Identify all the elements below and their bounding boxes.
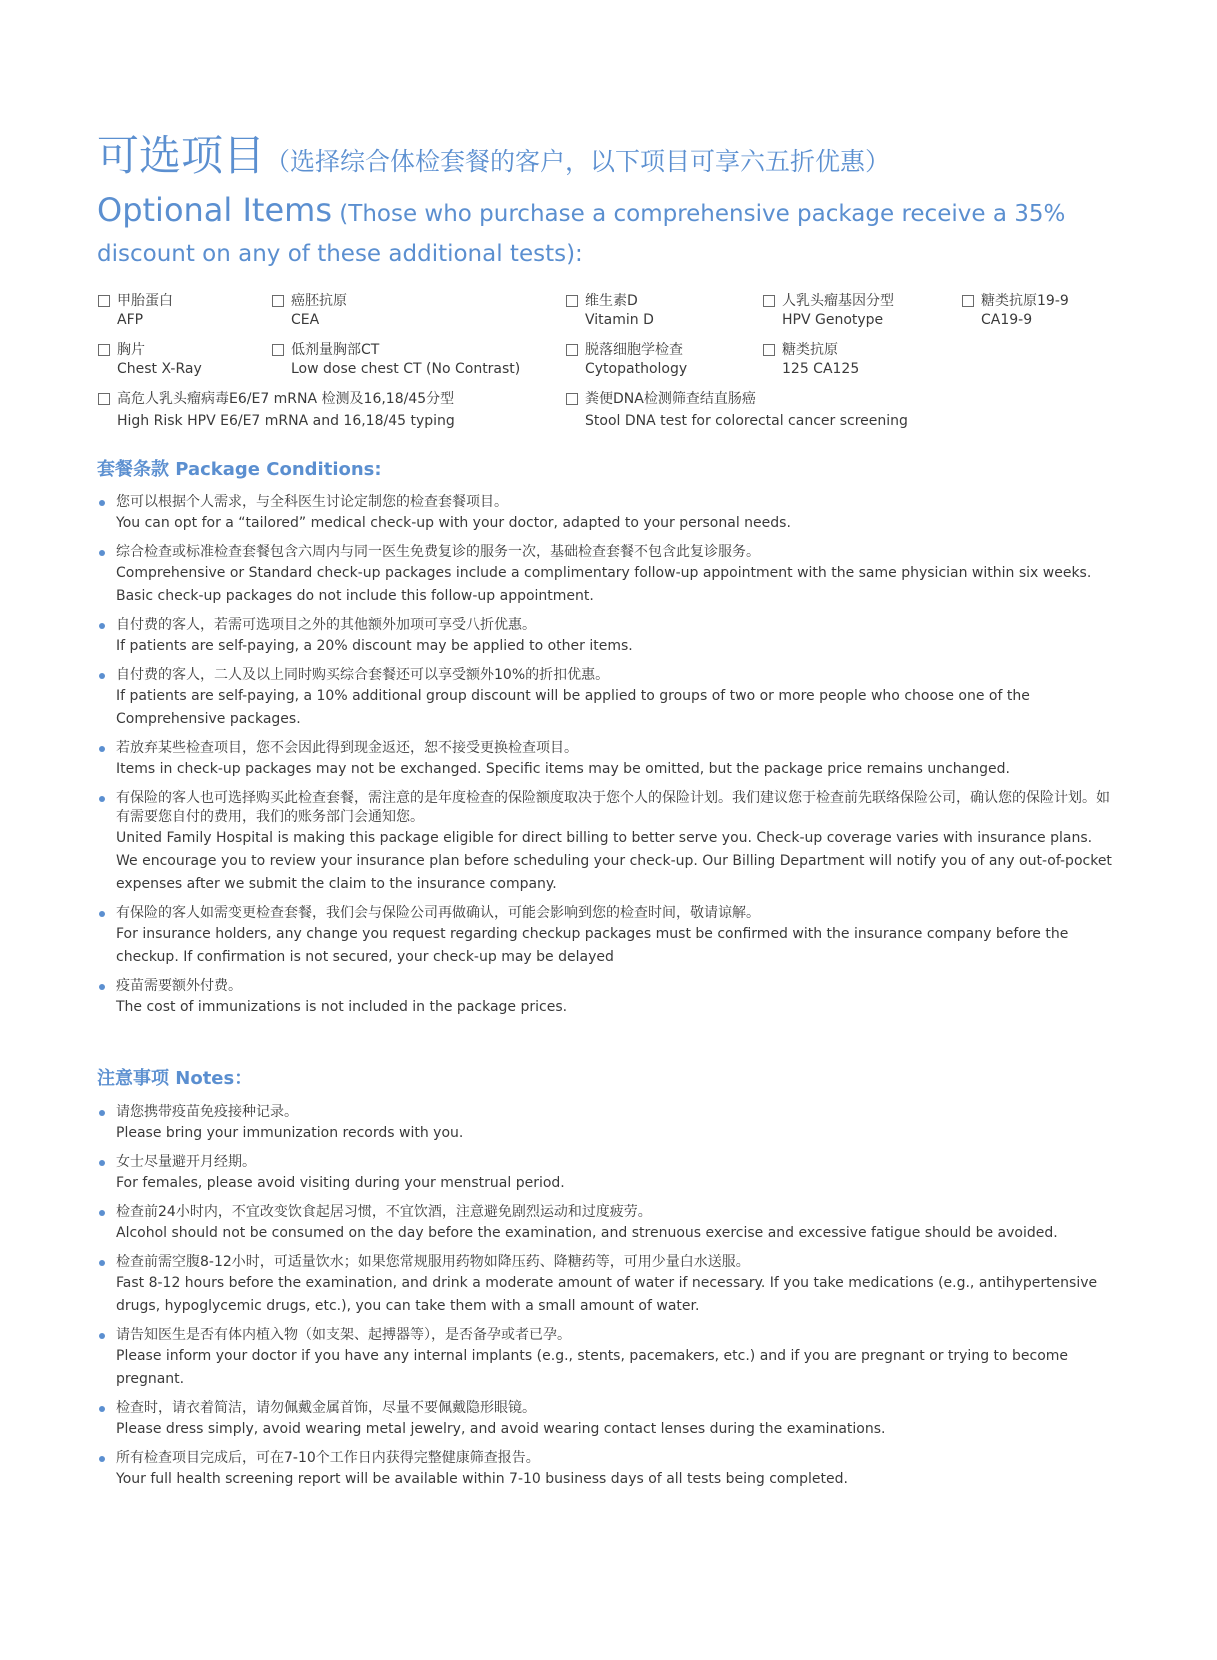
list-item bbox=[97, 666, 1117, 731]
title-en-note: (Those who purchase a comprehensive package receive a 35% discount on any of these additional tests): bbox=[97, 201, 1066, 267]
list-item bbox=[97, 1326, 1117, 1391]
list-item bbox=[97, 1399, 1117, 1441]
item-en: You can opt for a “tailored” medical check-up with your doctor, adapted to your personal needs. bbox=[116, 515, 791, 531]
list-item bbox=[97, 1153, 1117, 1195]
option-en: Low dose chest CT (No Contrast) bbox=[291, 361, 521, 377]
item-en: Please inform your doctor if you have any internal implants (e.g., stents, pacemakers, etc.) and if you are pregnant or trying to become pregnant. bbox=[116, 1348, 1069, 1387]
notes-list bbox=[97, 1103, 1117, 1499]
option-cn: 脱落细胞学检查 bbox=[585, 342, 683, 358]
option-cn: 糖类抗原19-9 bbox=[981, 293, 1069, 309]
checkbox[interactable] bbox=[566, 393, 578, 405]
bullet-icon bbox=[99, 1260, 105, 1266]
list-item bbox=[97, 904, 1117, 969]
checkbox[interactable] bbox=[763, 344, 775, 356]
option-cn: 维生素D bbox=[585, 293, 638, 309]
option-cn: 高危人乳头瘤病毒E6/E7 mRNA 检测及16,18/45分型 bbox=[117, 391, 455, 407]
item-en: If patients are self-paying, a 10% additional group discount will be applied to groups of two or more people who choose one of the Comprehensive packages. bbox=[116, 688, 1030, 727]
list-item bbox=[97, 493, 1117, 535]
package-conditions-title: 套餐条款 Package Conditions: bbox=[97, 459, 382, 480]
title-english bbox=[97, 190, 1097, 274]
list-item bbox=[97, 789, 1117, 896]
checkbox[interactable] bbox=[272, 295, 284, 307]
notes-title: 注意事项 Notes： bbox=[97, 1068, 253, 1089]
list-item bbox=[97, 1449, 1117, 1491]
item-en: The cost of immunizations is not included in the package prices. bbox=[116, 999, 568, 1015]
item-en: Fast 8-12 hours before the examination, and drink a moderate amount of water if necessary. If you take medications (e.g., antihypertensive drugs, hypoglycemic drugs, etc.), you can take them with a small amount of water. bbox=[116, 1275, 1098, 1314]
bullet-icon bbox=[99, 673, 105, 679]
option-en: 125 CA125 bbox=[782, 361, 860, 377]
option-en: CA19-9 bbox=[981, 312, 1033, 328]
bullet-icon bbox=[99, 911, 105, 917]
item-cn: 您可以根据个人需求，与全科医生讨论定制您的检查套餐项目。 bbox=[116, 494, 508, 510]
item-en: For insurance holders, any change you request regarding checkup packages must be confirmed with the insurance company before the checkup. If confirmation is not secured, your check-up may be delayed bbox=[116, 926, 1069, 965]
title-cn-main: 可选项目 bbox=[97, 131, 266, 180]
item-cn: 若放弃某些检查项目，您不会因此得到现金返还，恕不接受更换检查项目。 bbox=[116, 740, 578, 756]
item-cn: 自付费的客人，二人及以上同时购买综合套餐还可以享受额外10%的折扣优惠。 bbox=[116, 667, 610, 683]
item-en: If patients are self-paying, a 20% discount may be applied to other items. bbox=[116, 638, 633, 654]
bullet-icon bbox=[99, 550, 105, 556]
list-item bbox=[97, 739, 1117, 781]
checkbox[interactable] bbox=[962, 295, 974, 307]
item-en: Comprehensive or Standard check-up packages include a complimentary follow-up appointment with the same physician within six weeks. Basic check-up packages do not include this follow-up appointment. bbox=[116, 565, 1092, 604]
item-en: Please bring your immunization records with you. bbox=[116, 1125, 464, 1141]
bullet-icon bbox=[99, 1456, 105, 1462]
item-cn: 综合检查或标准检查套餐包含六周内与同一医生免费复诊的服务一次，基础检查套餐不包含此复诊服务。 bbox=[116, 544, 760, 560]
item-en: Please dress simply, avoid wearing metal jewelry, and avoid wearing contact lenses during the examinations. bbox=[116, 1421, 886, 1437]
option-cn: 胸片 bbox=[117, 342, 145, 358]
item-en: Items in check-up packages may not be exchanged. Specific items may be omitted, but the package price remains unchanged. bbox=[116, 761, 1010, 777]
item-cn: 有保险的客人也可选择购买此检查套餐，需注意的是年度检查的保险额度取决于您个人的保险计划。我们建议您于检查前先联络保险公司，确认您的保险计划。如有需要您自付的费用，我们的账务部门会通知您。 bbox=[116, 790, 1110, 825]
item-cn: 检查前需空腹8-12小时，可适量饮水；如果您常规服用药物如降压药、降糖药等，可用少量白水送服。 bbox=[116, 1254, 750, 1270]
option-en: Stool DNA test for colorectal cancer screening bbox=[585, 413, 908, 429]
bullet-icon bbox=[99, 1160, 105, 1166]
list-item bbox=[97, 1253, 1117, 1318]
checkbox[interactable] bbox=[98, 344, 110, 356]
bullet-icon bbox=[99, 500, 105, 506]
item-cn: 女士尽量避开月经期。 bbox=[116, 1154, 256, 1170]
bullet-icon bbox=[99, 1210, 105, 1216]
option-cn: 人乳头瘤基因分型 bbox=[782, 293, 894, 309]
item-cn: 所有检查项目完成后，可在7-10个工作日内获得完整健康筛查报告。 bbox=[116, 1450, 540, 1466]
item-cn: 自付费的客人，若需可选项目之外的其他额外加项可享受八折优惠。 bbox=[116, 617, 536, 633]
bullet-icon bbox=[99, 1110, 105, 1116]
checkbox[interactable] bbox=[98, 295, 110, 307]
title-en-main: Optional Items bbox=[97, 191, 332, 229]
option-en: High Risk HPV E6/E7 mRNA and 16,18/45 typing bbox=[117, 413, 455, 429]
bullet-icon bbox=[99, 746, 105, 752]
option-cn: 癌胚抗原 bbox=[291, 293, 347, 309]
item-en: Alcohol should not be consumed on the day before the examination, and strenuous exercise and excessive fatigue should be avoided. bbox=[116, 1225, 1058, 1241]
list-item bbox=[97, 543, 1117, 608]
option-cn: 糖类抗原 bbox=[782, 342, 838, 358]
title-cn-note: （选择综合体检套餐的客户，以下项目可享六五折优惠） bbox=[265, 147, 891, 176]
bullet-icon bbox=[99, 1333, 105, 1339]
option-en: Vitamin D bbox=[585, 312, 654, 328]
checkbox[interactable] bbox=[272, 344, 284, 356]
item-en: Your full health screening report will be available within 7-10 business days of all tests being completed. bbox=[116, 1471, 848, 1487]
option-cn: 粪便DNA检测筛查结直肠癌 bbox=[585, 391, 756, 407]
item-cn: 疫苗需要额外付费。 bbox=[116, 978, 242, 994]
option-en: CEA bbox=[291, 312, 320, 328]
bullet-icon bbox=[99, 623, 105, 629]
option-cn: 甲胎蛋白 bbox=[117, 293, 173, 309]
list-item bbox=[97, 1203, 1117, 1245]
option-en: Chest X-Ray bbox=[117, 361, 202, 377]
item-cn: 有保险的客人如需变更检查套餐，我们会与保险公司再做确认，可能会影响到您的检查时间，敬请谅解。 bbox=[116, 905, 760, 921]
option-cn: 低剂量胸部CT bbox=[291, 342, 380, 358]
item-cn: 请告知医生是否有体内植入物（如支架、起搏器等），是否备孕或者已孕。 bbox=[116, 1327, 571, 1343]
item-en: For females, please avoid visiting during your menstrual period. bbox=[116, 1175, 565, 1191]
checkbox[interactable] bbox=[566, 295, 578, 307]
item-cn: 检查前24小时内，不宜改变饮食起居习惯，不宜饮酒，注意避免剧烈运动和过度疲劳。 bbox=[116, 1204, 652, 1220]
bullet-icon bbox=[99, 796, 105, 802]
checkbox[interactable] bbox=[763, 295, 775, 307]
list-item bbox=[97, 977, 1117, 1019]
option-en: HPV Genotype bbox=[782, 312, 884, 328]
list-item bbox=[97, 1103, 1117, 1145]
checkbox[interactable] bbox=[566, 344, 578, 356]
bullet-icon bbox=[99, 984, 105, 990]
package-conditions-list bbox=[97, 493, 1117, 1027]
option-en: AFP bbox=[117, 312, 144, 328]
item-cn: 检查时，请衣着简洁，请勿佩戴金属首饰，尽量不要佩戴隐形眼镜。 bbox=[116, 1400, 536, 1416]
title-chinese bbox=[97, 128, 890, 190]
checkbox[interactable] bbox=[98, 393, 110, 405]
list-item bbox=[97, 616, 1117, 658]
option-en: Cytopathology bbox=[585, 361, 688, 377]
item-cn: 请您携带疫苗免疫接种记录。 bbox=[116, 1104, 298, 1120]
item-en: United Family Hospital is making this package eligible for direct billing to better serve you. Check-up coverage varies with insurance plans. We encourage you to review your insurance plan before scheduling your check-up. Our Billing Department will notify you of any out-of-pocket expenses after we submit the claim to the insurance company. bbox=[116, 830, 1112, 892]
bullet-icon bbox=[99, 1406, 105, 1412]
